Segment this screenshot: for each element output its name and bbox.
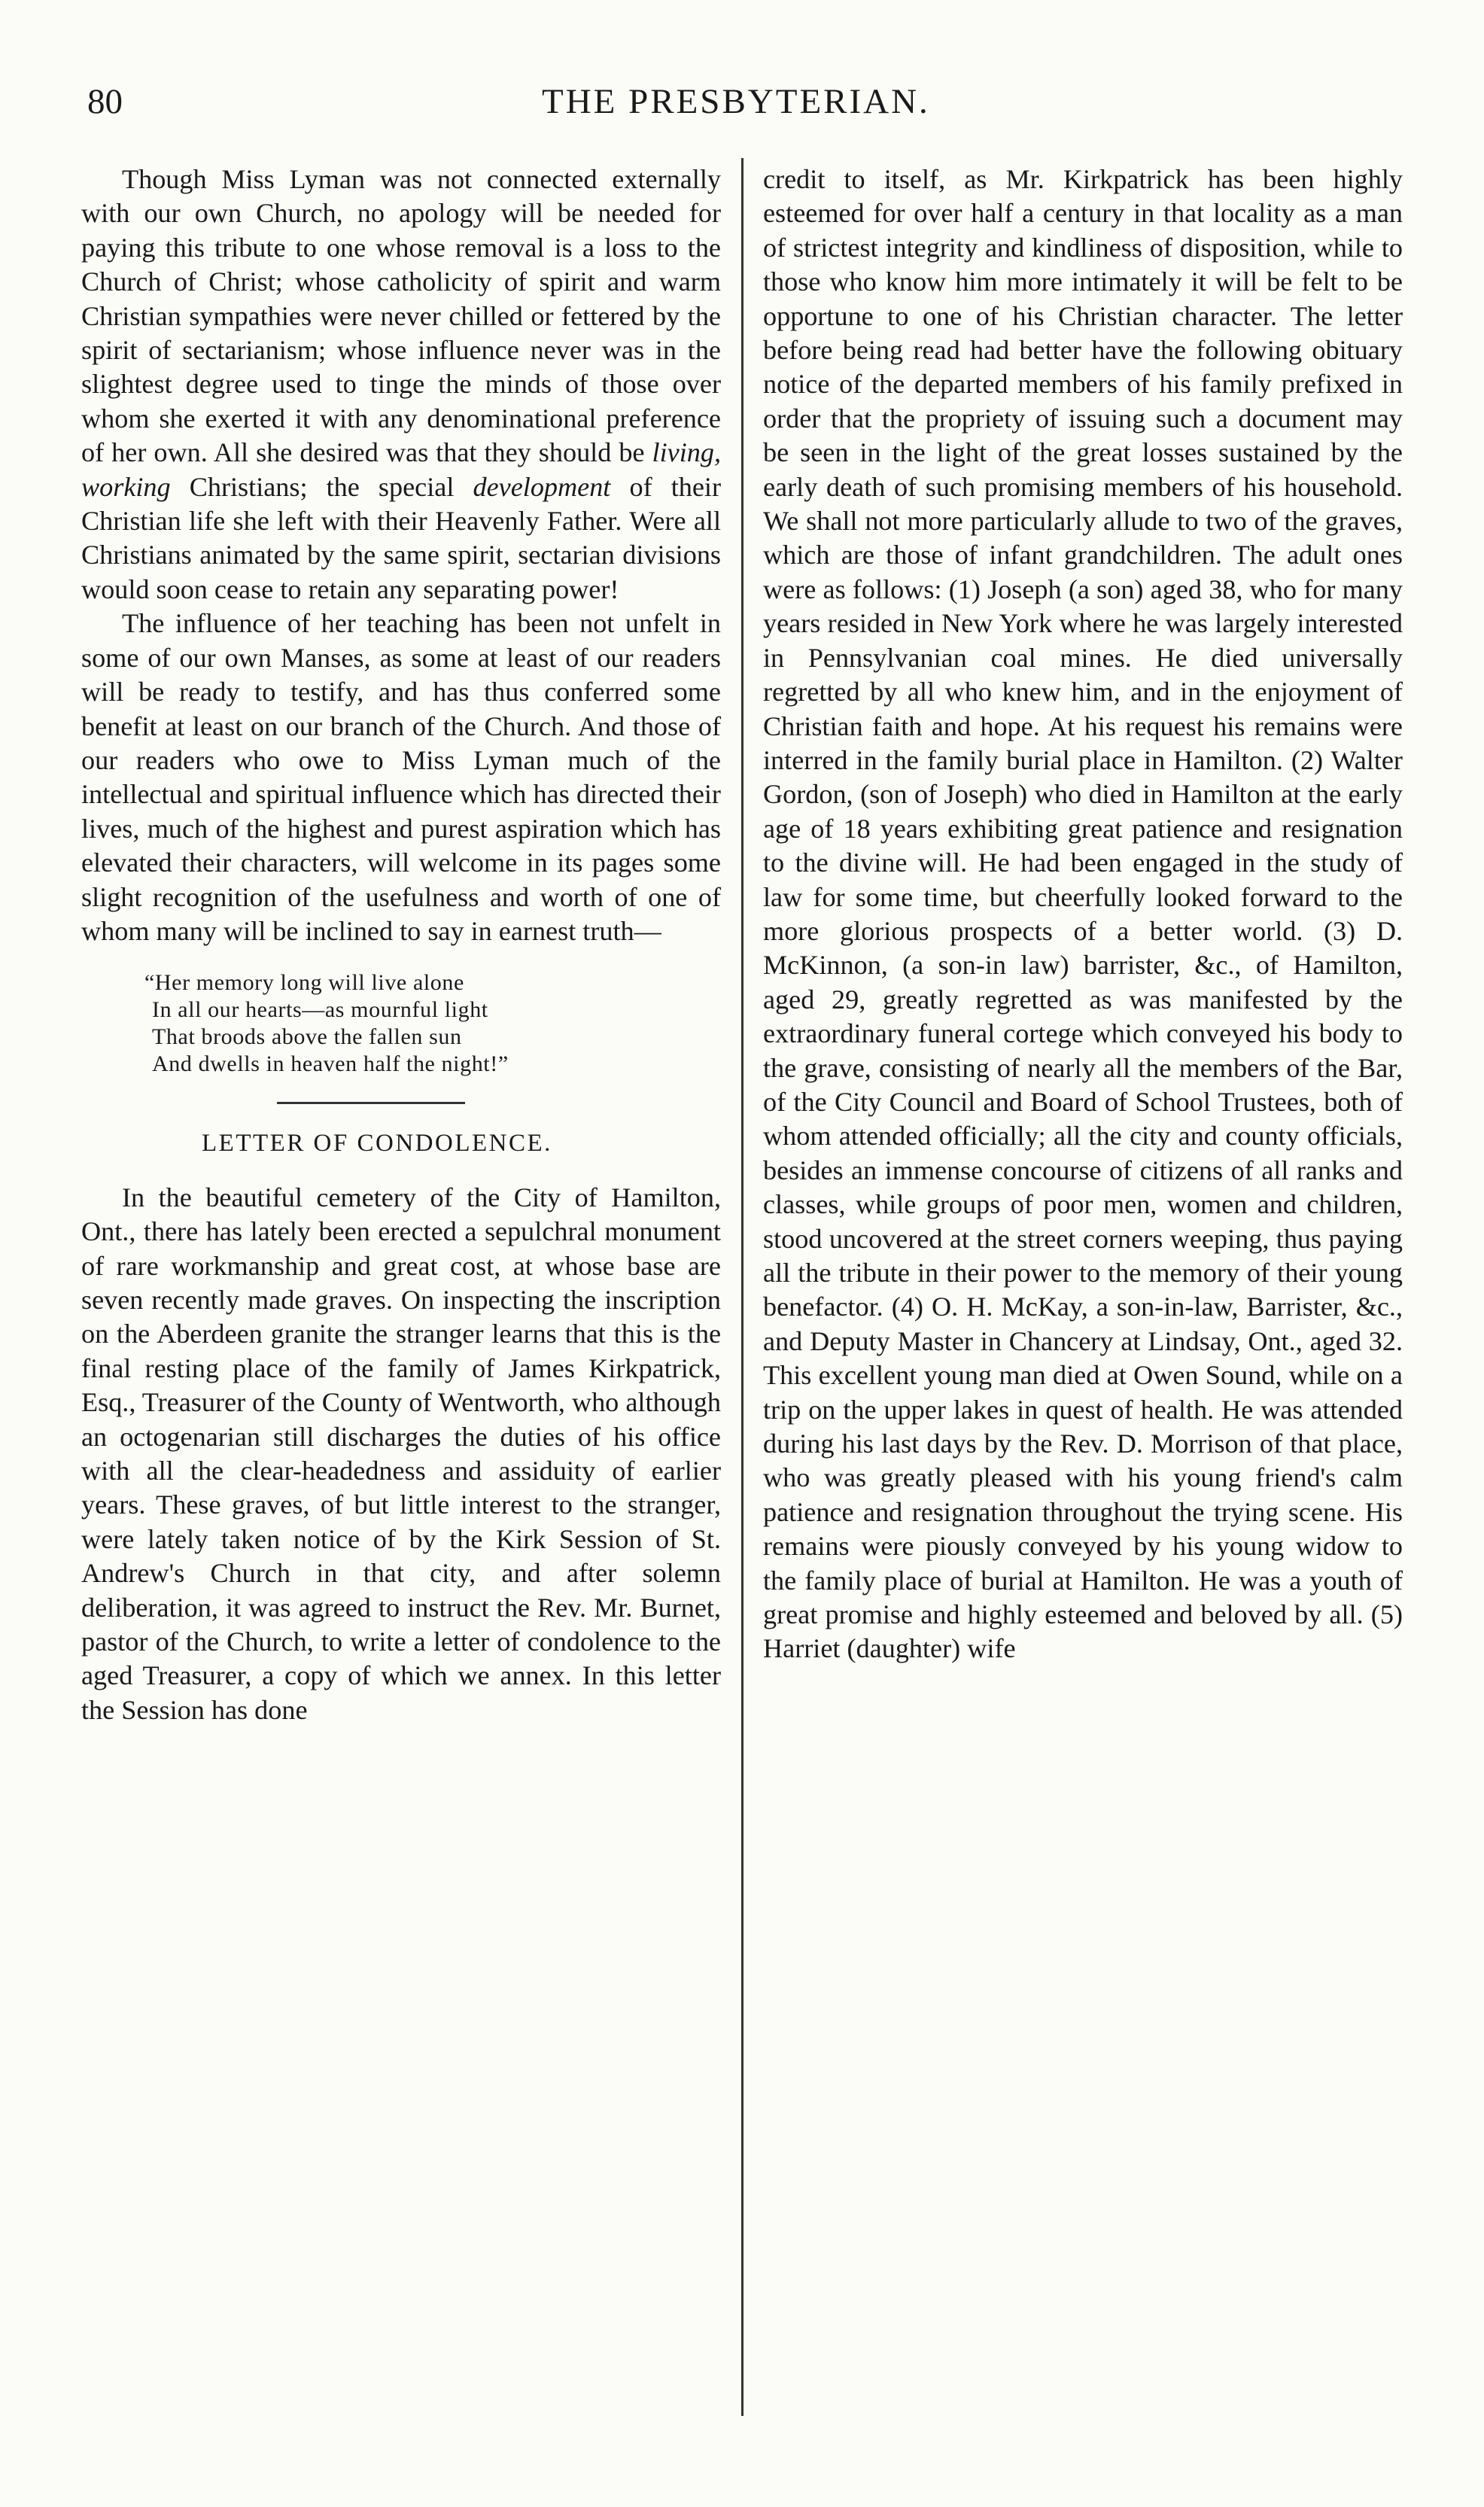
- working-emphasis: working: [81, 471, 171, 502]
- poem-line: “Her memory long will live alone: [144, 970, 464, 996]
- paragraph-text: of their Christian life she left with their Heavenly Father. Were all Christians animated by the same spirit, sectarian divisions would soon cease to retain any separating power!: [81, 471, 722, 604]
- poem-line: And dwells in heaven half the night!”: [152, 1051, 509, 1077]
- poem-line: In all our hearts—as mournful light: [152, 997, 488, 1023]
- right-column: [763, 163, 1403, 1666]
- condolence-paragraph: In the beautiful cemetery of the City of Hamilton, Ont., there has lately been erected a sepulchral monument of rare workmanship and great cost, at whose base are seven recently made graves. On inspecting the inscription on the Aberdeen granite the stranger learns that this is the final resting place of the family of James Kirkpatrick, Esq., Treasurer of the County of Wentworth, who although an octogenarian still discharges the duties of his office with all the clear-headedness and assiduity of earlier years. These graves, of but little interest to the stranger, were lately taken notice of by the Kirk Session of St. Andrew's Church in that city, and after solemn deliberation, it was agreed to instruct the Rev. Mr. Burnet, pastor of the Church, to write a letter of condolence to the aged Treasurer, a copy of which we annex. In this letter the Session has done: [81, 1182, 721, 1725]
- living-emphasis: living,: [652, 437, 721, 468]
- running-title: THE PRESBYTERIAN.: [542, 82, 930, 121]
- miss-lyman-paragraph: [81, 163, 721, 607]
- left-column: [81, 163, 721, 1727]
- column-rule: [741, 158, 744, 2416]
- poem-line: That broods above the fallen sun: [152, 1024, 462, 1050]
- influence-paragraph: The influence of her teaching has been not unfelt in some of our own Manses, as some at least of our readers will be ready to testify, and has thus conferred some benefit at least on our branch of the Church. And those of our readers who owe to Miss Lyman much of the intellectual and spiritual influence which has directed their lives, much of the highest and purest aspiration which has elevated their characters, will welcome in its pages some slight recognition of the usefulness and worth of one of whom many will be inclined to say in earnest truth—: [81, 608, 721, 946]
- obituary-paragraph: credit to itself, as Mr. Kirkpatrick has been highly esteemed for over half a century in that locality as a man of strictest integrity and kindliness of disposition, while to those who know him more intimately it will be felt to be opportune to one of his Christian character. The letter before being read had better have the following obituary notice of the departed members of his family prefixed in order that the propriety of issuing such a document may be seen in the light of the great losses sustained by the early death of such promising members of his household. We shall not more particularly allude to two of the graves, which are those of infant grandchildren. The adult ones were as follows: (1) Joseph (a son) aged 38, who for many years resided in New York where he was largely interested in Pennsylvanian coal mines. He died universally regretted by all who knew him, and in the enjoyment of Christian faith and hope. At his request his remains were interred in the family burial place in Hamilton. (2) Walter Gordon, (son of Joseph) who died in Hamilton at the early age of 18 years exhibiting great patience and resignation to the divine will. He had been engaged in the study of law for some time, but cheerfully looked forward to the more glorious prospects of a better world. (3) D. McKinnon, (a son-in law) barrister, &c., of Hamilton, aged 29, greatly regretted as was manifested by the extraordinary funeral cortege which conveyed his body to the grave, consisting of nearly all the members of the Bar, of the City Council and Board of School Trustees, both of whom attended officially; all the city and county officials, besides an immense concourse of citizens of all ranks and classes, while groups of poor men, women and children, stood uncovered at the street corners weeping, thus paying all the tribute in their power to the memory of their young benefactor. (4) O. H. McKay, a son-in-law, Barrister, &c., and Deputy Master in Chancery at Lindsay, Ont., aged 32. This excellent young man died at Owen Sound, while on a trip on the upper lakes in quest of health. He was attended during his last days by the Rev. D. Morrison of that place, who was greatly pleased with his young friend's calm patience and resignation throughout the trying scene. His remains were piously conveyed by his young widow to the family place of burial at Hamilton. He was a youth of great promise and highly esteemed and beloved by all. (5) Harriet (daughter) wife: [763, 164, 1403, 1664]
- section-title: LETTER OF CONDOLENCE.: [202, 1130, 552, 1158]
- poem-quote: [140, 969, 721, 1078]
- section-divider: [277, 1102, 465, 1104]
- paragraph-text: Christians; the special: [189, 471, 455, 502]
- development-emphasis: development: [473, 471, 611, 502]
- page-number: 80: [87, 82, 123, 121]
- paragraph-text: Though Miss Lyman was not connected externally with our own Church, no apology will be needed for paying this tribute to one whose removal is a loss to the Church of Christ; whose catholicity of spirit and warm Christian sympathies were never chilled or fettered by the spirit of sectarianism; whose influence never was in the slightest degree used to tinge the minds of those over whom she exerted it with any denominational preference of her own. All she desired was that they should be: [81, 164, 721, 468]
